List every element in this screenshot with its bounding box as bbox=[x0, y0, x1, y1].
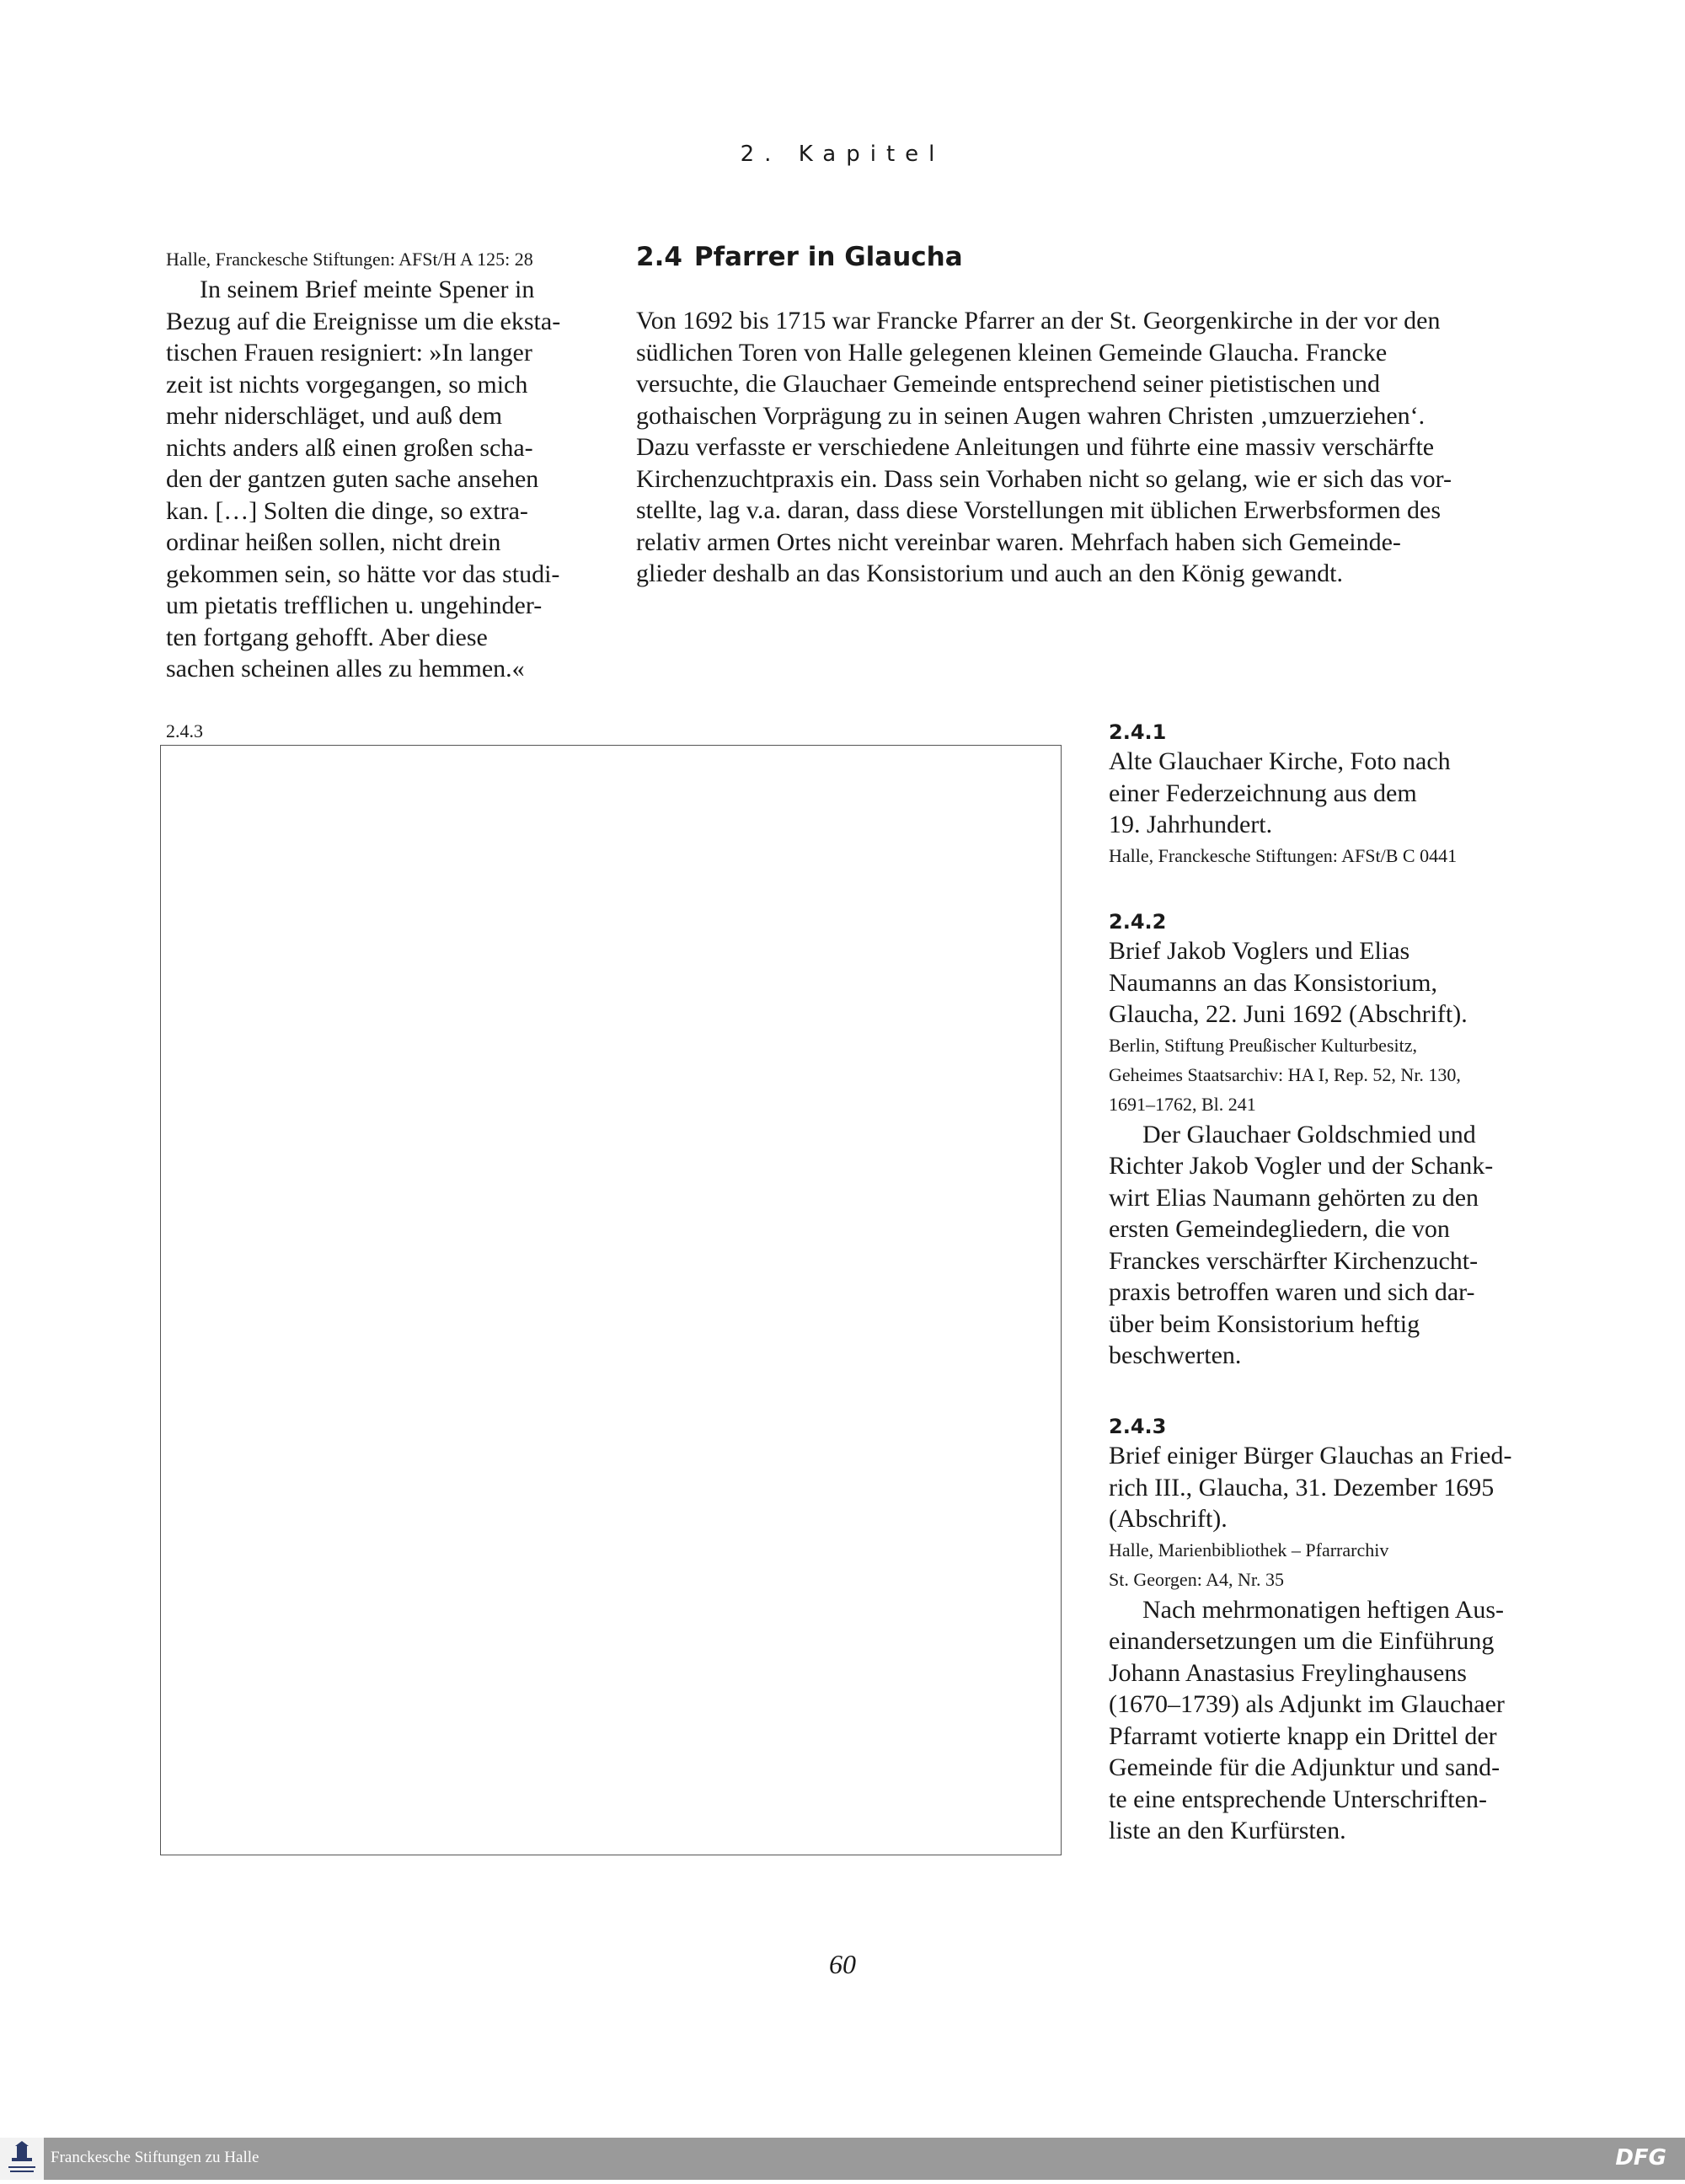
caption-title-line: Naumanns an das Konsistorium, bbox=[1109, 968, 1437, 997]
caption-number: 2.4.1 bbox=[1109, 720, 1167, 744]
text-line: gekommen sein, so hätte vor das studi- bbox=[166, 559, 560, 588]
caption-desc-line: praxis betroffen waren und sich dar- bbox=[1109, 1278, 1475, 1306]
text-line: glieder deshalb an das Konsistorium und auch an den König gewandt. bbox=[636, 559, 1343, 587]
text-line: sachen scheinen alles zu hemmen.« bbox=[166, 655, 525, 682]
caption-2-4-1 bbox=[1109, 719, 1538, 870]
caption-source-line: Halle, Franckesche Stiftungen: AFSt/B C 0441 bbox=[1109, 844, 1458, 866]
caption-source-line: 1691–1762, Bl. 241 bbox=[1109, 1093, 1256, 1115]
text-line: ten fortgang gehofft. Aber diese bbox=[166, 623, 488, 651]
caption-desc-line: Franckes verschärfter Kirchenzucht- bbox=[1109, 1246, 1479, 1275]
caption-source-line: Geheimes Staatsarchiv: HA I, Rep. 52, Nr. 130, bbox=[1109, 1063, 1461, 1085]
caption-title-line: Alte Glauchaer Kirche, Foto nach bbox=[1109, 747, 1451, 775]
caption-title-line: rich III., Glaucha, 31. Dezember 1695 bbox=[1109, 1473, 1495, 1502]
text-line: um pietatis trefflichen u. ungehinder- bbox=[166, 592, 543, 619]
spener-quote-paragraph bbox=[166, 274, 587, 685]
text-line: tischen Frauen resigniert: »In langer bbox=[166, 339, 532, 367]
caption-desc-line: einandersetzungen um die Einführung bbox=[1109, 1627, 1495, 1655]
caption-source-line: St. Georgen: A4, Nr. 35 bbox=[1109, 1568, 1284, 1590]
text-line: kan. […] Solten die dinge, so extra- bbox=[166, 496, 528, 525]
caption-desc-line: Der Glauchaer Goldschmied und bbox=[1142, 1120, 1476, 1148]
text-line: den der gantzen guten sache ansehen bbox=[166, 465, 539, 493]
caption-2-4-2 bbox=[1109, 908, 1538, 1372]
caption-desc-line: te eine entsprechende Unterschriften- bbox=[1109, 1785, 1487, 1813]
caption-title-line: (Abschrift). bbox=[1109, 1505, 1228, 1533]
caption-desc-line: liste an den Kurfürsten. bbox=[1109, 1817, 1346, 1844]
caption-desc-line: über beim Konsistorium heftig bbox=[1109, 1309, 1420, 1338]
text-line: stellte, lag v.a. daran, dass diese Vorstellungen mit üblichen Erwerbsformen des bbox=[636, 496, 1442, 524]
caption-2-4-3 bbox=[1109, 1413, 1538, 1847]
text-line: mehr niderschläget, und auß dem bbox=[166, 402, 503, 430]
caption-desc-line: beschwerten. bbox=[1109, 1341, 1242, 1369]
section-number: 2.4 bbox=[636, 242, 682, 272]
caption-number: 2.4.2 bbox=[1109, 910, 1167, 934]
text-line: versuchte, die Glauchaer Gemeinde entsprechend seiner pietistischen und bbox=[636, 370, 1380, 398]
text-line: ordinar heißen sollen, nicht drein bbox=[166, 528, 501, 556]
caption-title-line: 19. Jahrhundert. bbox=[1109, 811, 1273, 838]
caption-source-line: Halle, Marienbibliothek – Pfarrarchiv bbox=[1109, 1539, 1389, 1560]
page-number: 60 bbox=[829, 1949, 856, 1979]
left-source-reference: Halle, Franckesche Stiftungen: AFSt/H A 125: 28 bbox=[166, 249, 533, 270]
caption-number: 2.4.3 bbox=[1109, 1415, 1167, 1438]
caption-desc-line: (1670–1739) als Adjunkt im Glauchaer bbox=[1109, 1690, 1505, 1718]
text-line: Von 1692 bis 1715 war Francke Pfarrer an der St. Georgenkirche in der vor den bbox=[636, 307, 1441, 335]
caption-source-line: Berlin, Stiftung Preußischer Kulturbesitz, bbox=[1109, 1034, 1417, 1056]
running-head: 2. Kapitel bbox=[740, 142, 945, 167]
caption-desc-line: ersten Gemeindegliedern, die von bbox=[1109, 1215, 1450, 1243]
text-line: In seinem Brief meinte Spener in bbox=[200, 276, 535, 303]
text-line: gothaischen Vorprägung zu in seinen Augen wahren Christen ‚umzuerziehen‘. bbox=[636, 401, 1426, 430]
dfg-logo: DFG bbox=[1615, 2145, 1666, 2171]
left-column bbox=[166, 244, 587, 685]
figure-frame bbox=[160, 745, 1062, 1855]
caption-title-line: Brief Jakob Voglers und Elias bbox=[1109, 937, 1410, 965]
text-line: zeit ist nichts vorgegangen, so mich bbox=[166, 370, 528, 399]
institution-logo-icon bbox=[0, 2138, 44, 2180]
text-line: Kirchenzuchtpraxis ein. Dass sein Vorhaben nicht so gelang, wie er sich das vor- bbox=[636, 464, 1452, 493]
caption-desc-line: wirt Elias Naumann gehörten zu den bbox=[1109, 1183, 1479, 1212]
text-line: südlichen Toren von Halle gelegenen kleinen Gemeinde Glaucha. Francke bbox=[636, 338, 1388, 367]
section-heading bbox=[636, 242, 963, 272]
caption-desc-line: Johann Anastasius Freylinghausens bbox=[1109, 1658, 1467, 1687]
caption-desc-line: Gemeinde für die Adjunktur und sand- bbox=[1109, 1753, 1500, 1781]
figure-label: 2.4.3 bbox=[166, 720, 203, 741]
caption-desc-line: Pfarramt votierte knapp ein Drittel der bbox=[1109, 1721, 1497, 1750]
text-line: nichts anders alß einen großen scha- bbox=[166, 433, 533, 462]
footer-bar bbox=[0, 2138, 1685, 2180]
section-title: Pfarrer in Glaucha bbox=[693, 242, 963, 272]
caption-title-line: einer Federzeichnung aus dem bbox=[1109, 779, 1417, 807]
footer-institution-name: Franckesche Stiftungen zu Halle bbox=[51, 2149, 259, 2166]
text-line: Dazu verfasste er verschiedene Anleitungen und führte eine massiv verschärfte bbox=[636, 433, 1435, 461]
caption-title-line: Glaucha, 22. Juni 1692 (Abschrift). bbox=[1109, 1000, 1468, 1028]
caption-desc-line: Nach mehrmonatigen heftigen Aus- bbox=[1142, 1595, 1505, 1624]
caption-desc-line: Richter Jakob Vogler und der Schank- bbox=[1109, 1152, 1494, 1180]
section-paragraph bbox=[636, 305, 1495, 590]
caption-title-line: Brief einiger Bürger Glauchas an Fried- bbox=[1109, 1442, 1512, 1469]
text-line: Bezug auf die Ereignisse um die eksta- bbox=[166, 307, 561, 335]
text-line: relativ armen Ortes nicht vereinbar waren. Mehrfach haben sich Gemeinde- bbox=[636, 527, 1401, 556]
